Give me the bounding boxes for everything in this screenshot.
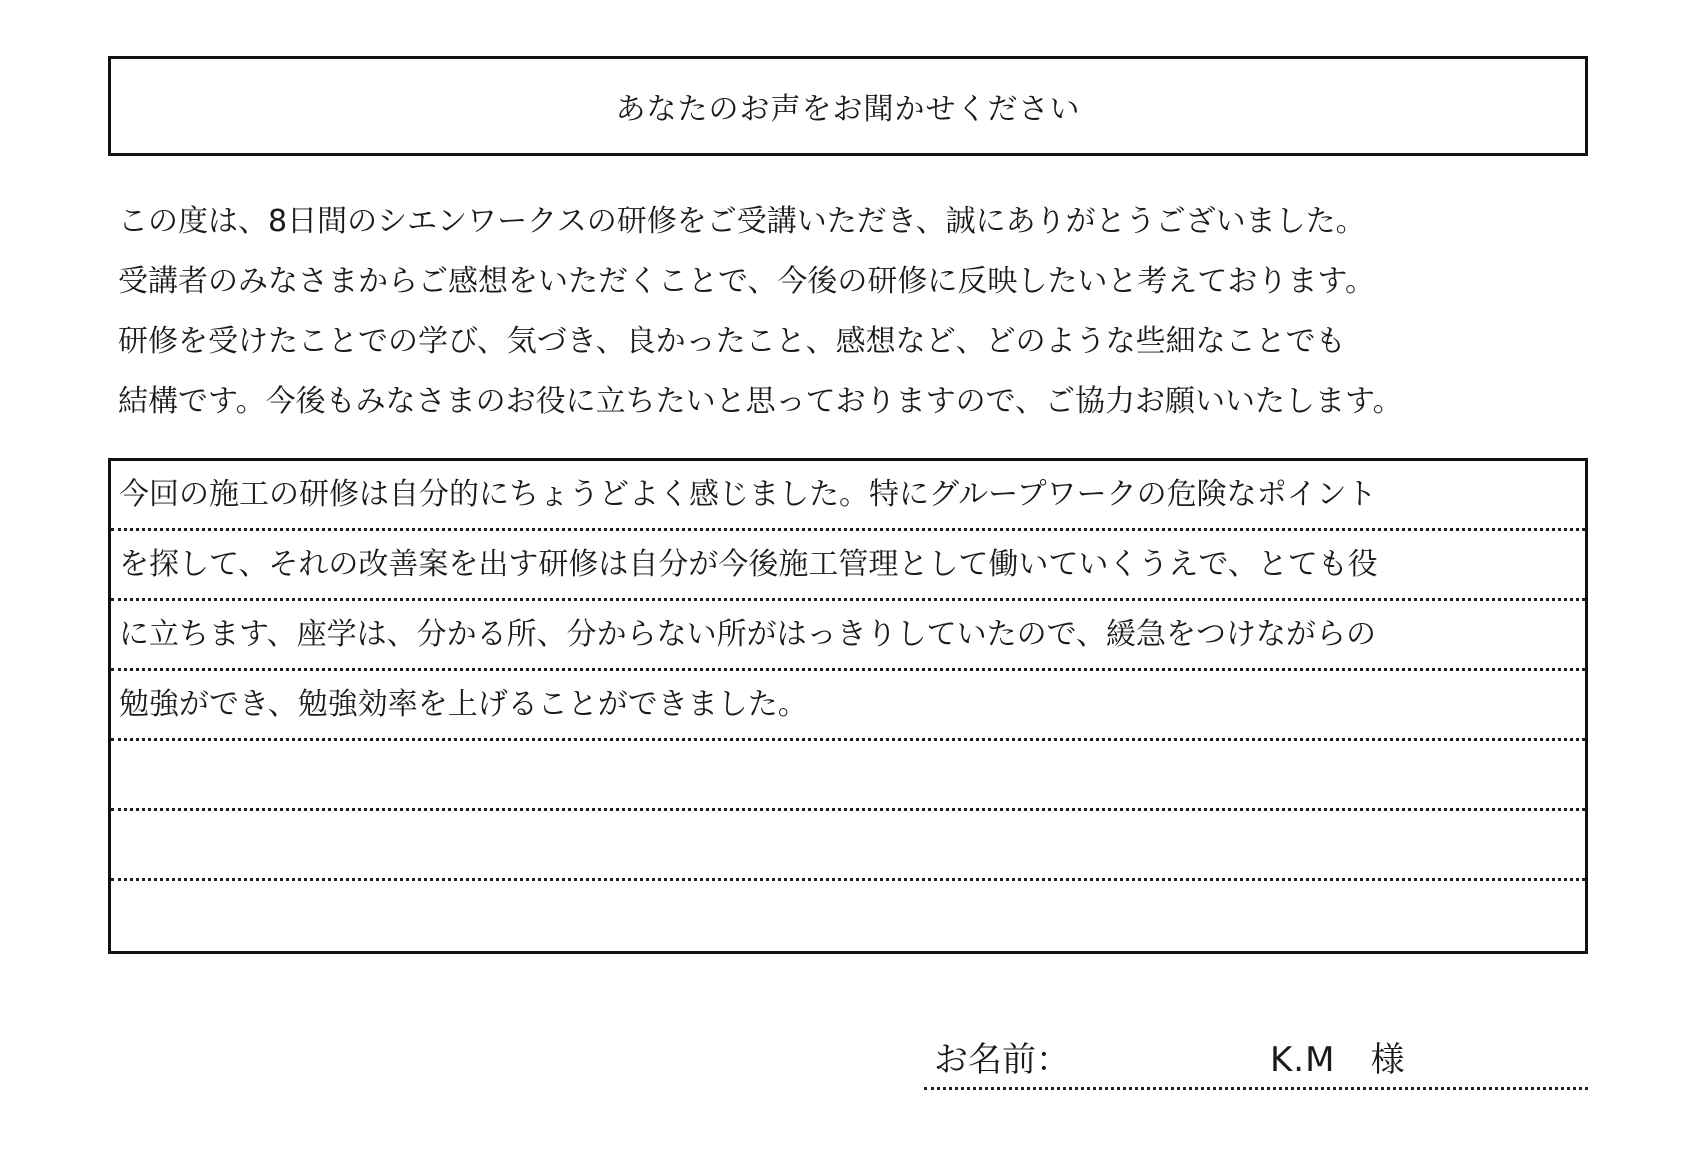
comment-box xyxy=(108,458,1588,954)
intro-line: この度は、8日間のシエンワークスの研修をご受講いただき、誠にありがとうございました。 xyxy=(118,204,1366,239)
name-label: お名前： xyxy=(934,1040,1070,1080)
comment-line: 今回の施工の研修は自分的にちょうどよく感じました。特にグループワークの危険なポイント xyxy=(111,461,1585,531)
comment-line xyxy=(111,741,1585,811)
intro-line: 受講者のみなさまからご感想をいただくことで、今後の研修に反映したいと考えております。 xyxy=(118,264,1375,299)
comment-line: 勉強ができ、勉強効率を上げることができました。 xyxy=(111,671,1585,741)
intro-text xyxy=(118,192,1588,432)
page-title: あなたのお声をお聞かせください xyxy=(615,92,1081,127)
comment-line xyxy=(111,881,1585,951)
intro-line: 結構です。今後もみなさまのお役に立ちたいと思っておりますので、ご協力お願いいたします。 xyxy=(118,384,1403,419)
signature-field xyxy=(924,1020,1588,1090)
name-value: K.M 様 xyxy=(1270,1040,1406,1080)
comment-line: に立ちます、座学は、分かる所、分からない所がはっきりしていたので、緩急をつけながらの xyxy=(111,601,1585,671)
title-box xyxy=(108,56,1588,156)
intro-line: 研修を受けたことでの学び、気づき、良かったこと、感想など、どのような些細なことでも xyxy=(118,324,1346,359)
comment-line xyxy=(111,811,1585,881)
comment-line: を探して、それの改善案を出す研修は自分が今後施工管理として働いていくうえで、とても役 xyxy=(111,531,1585,601)
